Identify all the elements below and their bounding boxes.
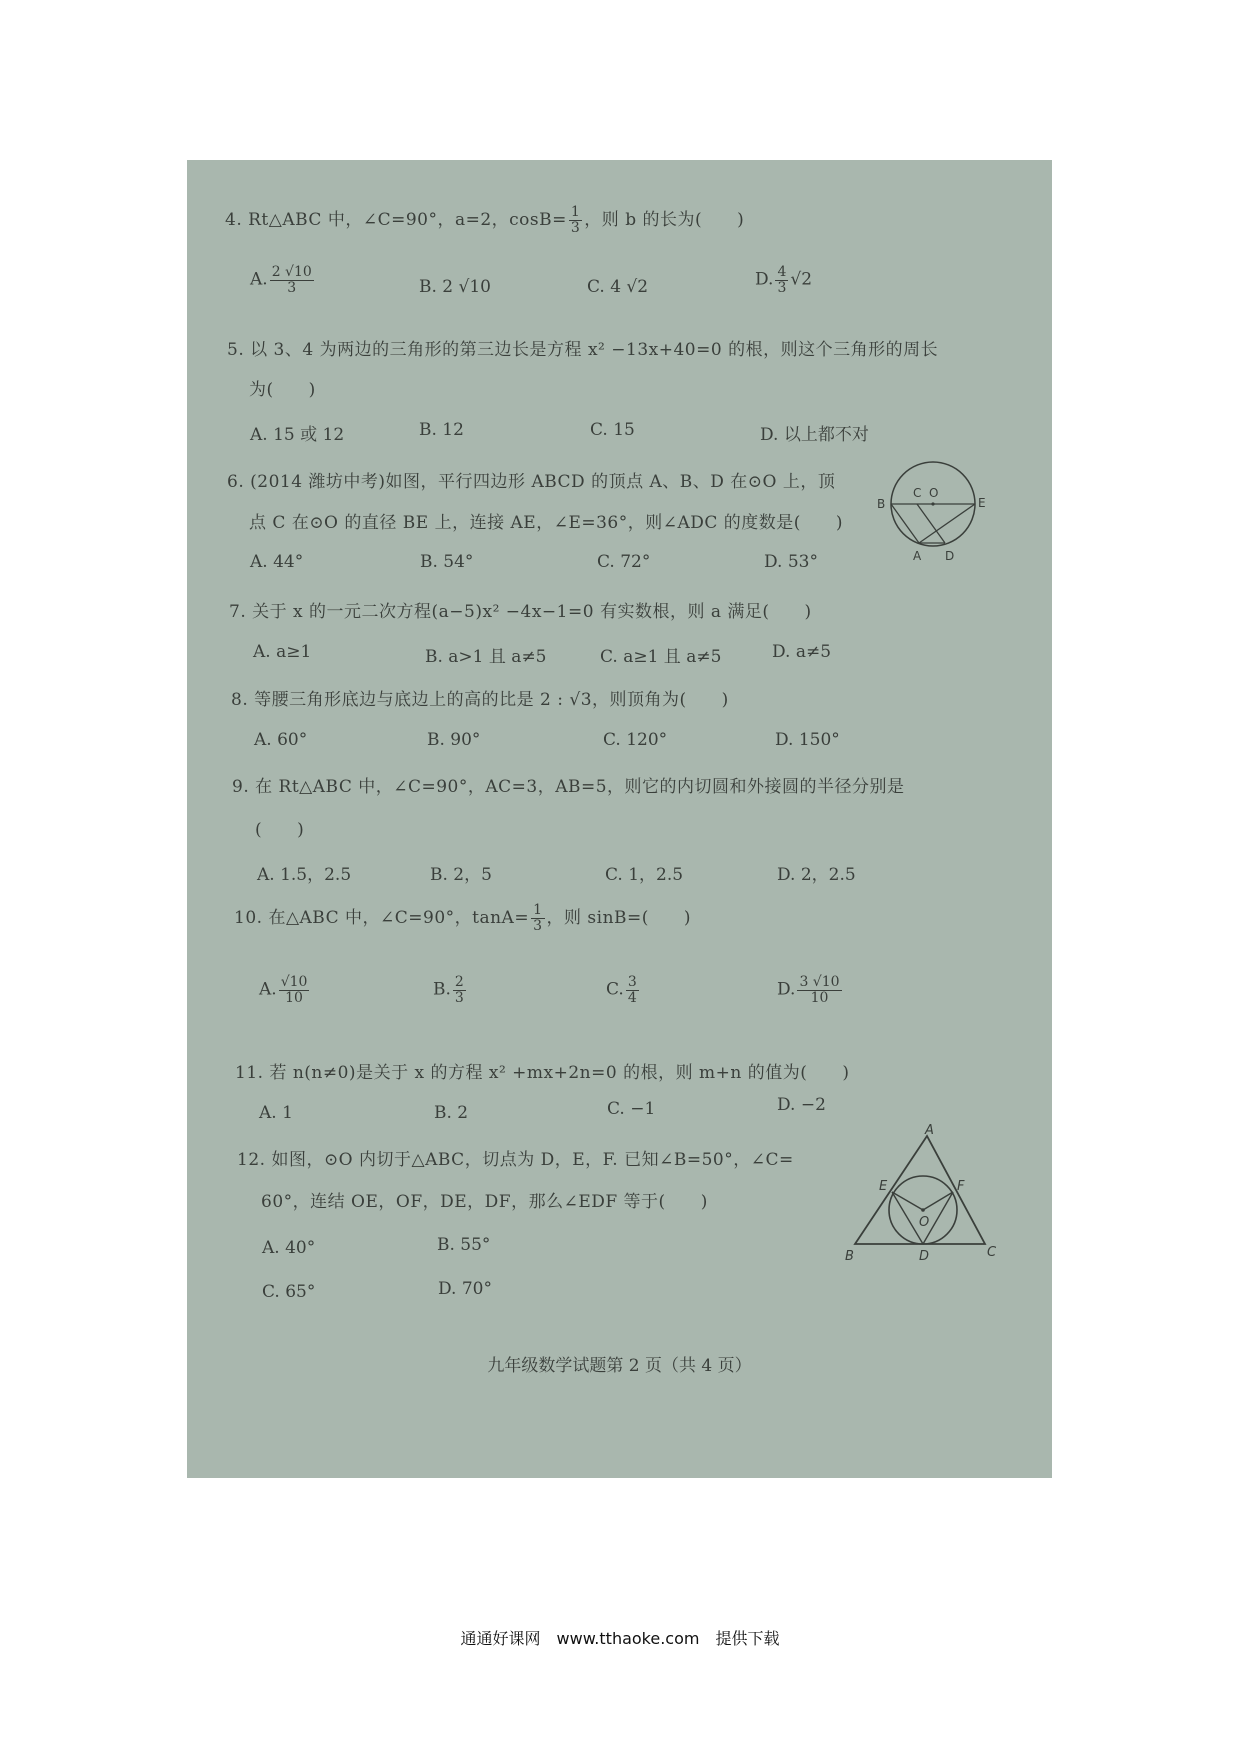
question-9-line-1: 9. 在 Rt△ABC 中，∠C=90°，AC=3，AB=5，则它的内切圆和外接圆的半径分别是 [232,777,905,797]
fraction-denominator: 10 [285,989,303,1006]
q10-option-a [259,975,311,1005]
question-4-text-end: ，则 b 的长为( ) [584,210,745,230]
fraction [775,265,788,295]
page-number-footer: 九年级数学试题第 2 页（共 4 页） [487,1356,752,1376]
fraction-numerator: 4 [777,264,787,280]
exam-sheet-photo [187,160,1052,1478]
option-label: D. [777,979,796,1000]
q4-option-a [250,265,316,295]
q11-option-d: D. −2 [777,1095,826,1115]
q12-option-b: B. 55° [437,1235,491,1255]
fraction-numerator: 2 √10 [271,264,312,280]
q6-option-b: B. 54° [420,552,474,572]
label-c: C [913,486,922,500]
q12-option-c: C. 65° [262,1282,316,1302]
q4-option-c: C. 4 √2 [587,277,649,297]
option-text: √2 [790,269,813,290]
q5-option-a: A. 15 或 12 [250,425,345,445]
label-d: D [945,549,955,563]
option-label: B. [433,979,451,1000]
q11-option-b: B. 2 [434,1103,469,1123]
q8-option-b: B. 90° [427,730,481,750]
question-5-line-2: 为( ) [249,380,316,400]
label-b: B [877,497,886,511]
q12-option-a: A. 40° [262,1238,316,1258]
q6-option-a: A. 44° [250,552,304,572]
fraction-denominator: 3 [570,220,581,236]
q4-option-b: B. 2 √10 [419,277,491,297]
label-b: B [845,1249,854,1262]
fraction-denominator: 3 [777,279,787,296]
segment-ae [919,504,975,543]
question-12-line-1: 12. 如图，⊙O 内切于△ABC，切点为 D，E，F. 已知∠B=50°，∠C= [237,1150,794,1170]
fraction [453,975,466,1005]
label-d: D [919,1249,930,1262]
question-6-line-1: 6. (2014 潍坊中考)如图，平行四边形 ABCD 的顶点 A、B、D 在⊙O 上，顶 [227,472,836,492]
q7-option-b: B. a>1 且 a≠5 [425,647,547,667]
fraction-denominator: 4 [627,989,637,1006]
fraction [531,903,544,933]
q10-option-d [777,975,844,1005]
q8-option-d: D. 150° [775,730,840,750]
q5-option-d: D. 以上都不对 [760,425,869,445]
label-c: C [987,1245,997,1260]
q7-option-d: D. a≠5 [772,642,832,662]
fraction [270,265,314,295]
segment-cd [917,504,945,543]
fraction-denominator: 3 [533,918,543,934]
center-point [931,502,934,505]
fraction-numerator: 1 [533,902,543,919]
q6-option-c: C. 72° [597,552,651,572]
fraction [279,975,310,1005]
fraction-denominator: 10 [810,989,829,1006]
q11-option-a: A. 1 [259,1103,293,1123]
question-9-line-2: ( ) [255,820,305,840]
fraction-denominator: 3 [454,989,464,1006]
label-e: E [978,496,986,510]
q12-option-d: D. 70° [438,1279,492,1299]
q5-option-b: B. 12 [419,420,464,440]
option-label: A. [259,979,277,1000]
question-6-line-2: 点 C 在⊙O 的直径 BE 上，连接 AE，∠E=36°，则∠ADC 的度数是( ) [249,513,844,533]
label-a: A [913,549,922,563]
option-label: C. [606,979,624,1000]
option-label: D. [755,269,774,290]
fraction-numerator: 2 [454,974,464,990]
q9-option-c: C. 1，2.5 [605,865,684,885]
fraction [797,975,841,1005]
question-10-text: 10. 在△ABC 中，∠C=90°，tanA= [234,908,530,928]
center-point [921,1208,925,1212]
question-5-line-1: 5. 以 3、4 为两边的三角形的第三边长是方程 x² −13x+40=0 的根，则这个三角形的周长 [227,340,939,360]
q7-option-a: A. a≥1 [253,642,312,662]
question-12-line-2: 60°，连结 OE，OF，DE，DF，那么∠EDF 等于( ) [261,1192,708,1212]
q5-option-c: C. 15 [590,420,635,440]
label-o: O [929,486,939,500]
circle-parallelogram-figure [873,452,993,572]
option-label: A. [250,269,268,290]
label-o: O [919,1215,930,1230]
q11-option-c: C. −1 [607,1099,656,1119]
question-10-stem [234,903,691,934]
q9-option-d: D. 2，2.5 [777,865,856,885]
question-8-line-1: 8. 等腰三角形底边与底边上的高的比是 2 : √3，则顶角为( ) [231,690,729,710]
fraction-numerator: 3 √10 [799,974,840,990]
label-f: F [957,1179,965,1194]
q10-option-c [606,975,641,1005]
question-4-stem [225,205,744,236]
label-a: A [925,1123,934,1138]
fraction-denominator: 3 [287,279,297,296]
question-4-text: 4. Rt△ABC 中，∠C=90°，a=2，cosB= [225,210,567,230]
question-10-text-end: ，则 sinB=( ) [546,908,692,928]
q9-option-a: A. 1.5，2.5 [257,865,352,885]
fraction-numerator: 3 [627,974,637,990]
question-7-line-1: 7. 关于 x 的一元二次方程(a−5)x² −4x−1=0 有实数根，则 a 满足( ) [229,602,812,622]
label-e: E [879,1179,888,1194]
question-11-line-1: 11. 若 n(n≠0)是关于 x 的方程 x² +mx+2n=0 的根，则 m+n 的值为( ) [235,1063,850,1083]
fraction [626,975,639,1005]
site-download-footer: 通通好课网 www.tthaoke.com 提供下载 [460,1629,780,1648]
fraction-numerator: 1 [570,204,581,221]
fraction-numerator: √10 [280,974,308,990]
q8-option-a: A. 60° [254,730,308,750]
q8-option-c: C. 120° [603,730,668,750]
incircle-triangle-figure [837,1122,1007,1262]
q4-option-d [755,265,812,295]
q10-option-b [433,975,468,1005]
q6-option-d: D. 53° [764,552,818,572]
q7-option-c: C. a≥1 且 a≠5 [600,647,722,667]
fraction [569,205,582,235]
q9-option-b: B. 2，5 [430,865,492,885]
